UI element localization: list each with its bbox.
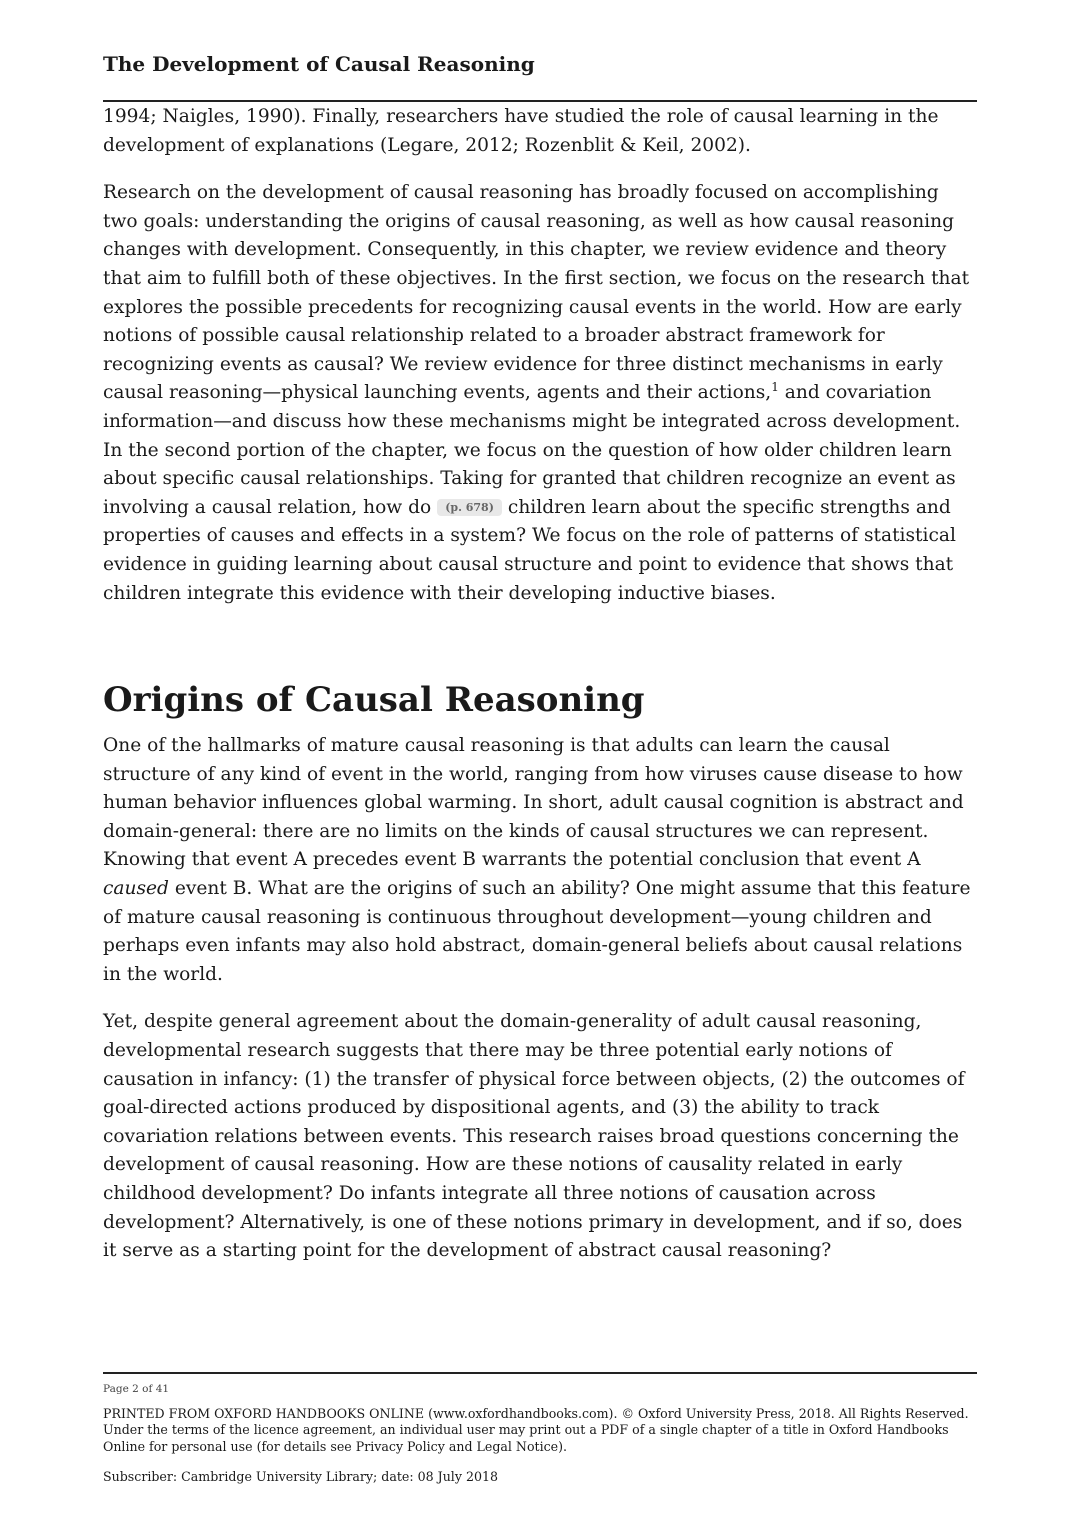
paragraph (103, 732, 977, 989)
text: children learn about the specific strengths and properties of causes and effects in a system? We focus on the role of patterns of statistical evidence in guiding learning about causal structure and point to evidence that shows that children integrate this evidence with their developing inductive biases. (103, 496, 956, 604)
document-body (103, 103, 977, 1285)
section-heading: Origins of Causal Reasoning (103, 680, 645, 721)
italic-text: caused (103, 878, 169, 900)
paragraph (103, 179, 977, 608)
paragraph: Yet, despite general agreement about the domain-generality of adult causal reasoning, developmental research suggests that there may be three potential early notions of causation in infancy: (1) the transfer of physical force between objects, (2) the outcomes of goal-directed actions produced by dispositional agents, and (3) the ability to track covariation relations between events. This research raises broad questions concerning the development of causal reasoning. How are these notions of causality related in early childhood development? Do infants integrate all three notions of causation across development? Alternatively, is one of these notions primary in development, and if so, does it serve as a starting point for the development of abstract causal reasoning? (103, 1011, 965, 1262)
footer-rule (103, 1372, 977, 1374)
footnote-ref[interactable]: 1 (771, 380, 779, 395)
text: event B. What are the origins of such an ability? One might assume that this feature of mature causal reasoning is continuous throughout development—young children and perhaps even infants may also hold abstract, domain-general beliefs about causal relations in the world. (103, 878, 971, 985)
paragraph: 1994; Naigles, 1990). Finally, researchers have studied the role of causal learning in the development of explanations (Legare, 2012; Rozenblit & Keil, 2002). (103, 106, 939, 156)
text: Research on the development of causal reasoning has broadly focused on accomplishing two goals: understanding the origins of causal reasoning, as well as how causal reasoning changes with development. Consequently, in this chapter, we review evidence and theory that aim to fulfill both of these objectives. In the first section, we focus on the research that explores the possible precedents for recognizing causal events in the world. How are early notions of possible causal relationship related to a broader abstract framework for recognizing events as causal? We review evidence for three distinct mechanisms in early causal reasoning—physical launching events, agents and their actions, (103, 182, 970, 404)
running-header-title: The Development of Causal Reasoning (103, 52, 535, 76)
page-number: Page 2 of 41 (103, 1383, 170, 1395)
text: and covariation information—and discuss how these mechanisms might be integrated across development. In the second portion of the chapter, we focus on the question of how older children learn about specific causal relationships. Taking for granted that children recognize an event as involving a causal relation, how do (103, 382, 961, 518)
footer (103, 1381, 977, 1500)
page-marker: (p. 678) (437, 499, 502, 516)
text: One of the hallmarks of mature causal reasoning is that adults can learn the causal structure of any kind of event in the world, ranging from how viruses cause disease to how human behavior influences global warming. In short, adult causal cognition is abstract and domain-general: there are no limits on the kinds of causal structures we can represent. Knowing that event A precedes event B warrants the potential conclusion that event A (103, 735, 964, 871)
header-rule (103, 100, 977, 102)
copyright-notice: PRINTED FROM OXFORD HANDBOOKS ONLINE (www.oxfordhandbooks.com). © Oxford University Press, 2018. All Rights Reserved. Under the terms of the licence agreement, an individual user may print out a PDF of a single chapter of a title in Oxford Handbooks Online for personal use (for details see Privacy Policy and Legal Notice). (103, 1405, 969, 1454)
subscriber-info: Subscriber: Cambridge University Library; date: 08 July 2018 (103, 1469, 499, 1484)
